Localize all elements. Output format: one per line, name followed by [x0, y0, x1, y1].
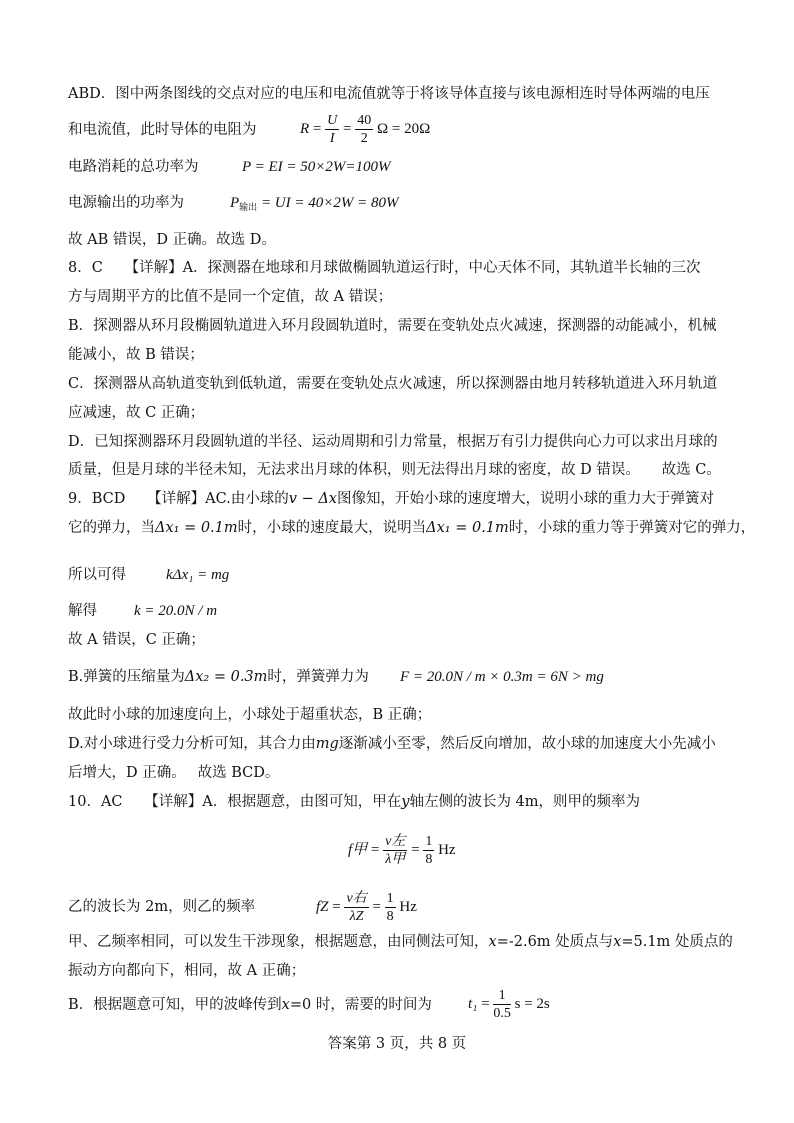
spring-force-equation: F = 20.0N / m × 0.3m = 6N > mg — [400, 669, 604, 685]
text-line: 能减小，故 B 错误； — [68, 347, 204, 363]
time-equation: t₁ = $\frac{1}{0.5}$ s = 2s — [468, 988, 550, 1021]
text-line: 电源输出的功率为 — [68, 195, 184, 211]
fraction: $\frac{40}{2}$ — [357, 113, 372, 146]
text-line: B.弹簧的压缩量为Δx₂ = 0.3m时，弹簧弹力为 — [68, 669, 369, 685]
text-line: 甲、乙频率相同，可以发生干涉现象，根据题意，由同侧法可知，x=-2.6m 处质点与x=5.1m 处质点的 — [68, 934, 733, 950]
text-line: 故 A 错误，C 正确； — [68, 632, 205, 648]
text-line: 故此时小球的加速度向上，小球处于超重状态，B 正确； — [68, 707, 432, 723]
output-power-equation: $P_{输出}$ = UI = 40×2W = 80W — [230, 195, 399, 212]
text-line: 乙的波长为 2m，则乙的频率 — [68, 899, 256, 915]
k-result: k = 20.0N / m — [134, 603, 218, 619]
spring-equation: kΔx₁ = mg — [166, 567, 230, 583]
text-line: C．探测器从高轨道变轨到低轨道，需要在变轨处点火减速，所以探测器由地月转移轨道进入环月轨道 — [68, 376, 718, 392]
text-line: 振动方向都向下，相同，故 A 正确； — [68, 963, 306, 979]
eq-symbol: R — [300, 120, 310, 137]
freq-jia-equation: f甲 = $\frac{\text{v左}}{\text{λ甲}}$ = $\frac{1}{8}$ Hz — [348, 834, 456, 867]
page-footer: 答案第 3 页，共 8 页 — [327, 1036, 467, 1052]
total-power-equation: P = EI = 50×2W=100W — [242, 159, 391, 175]
text-line: 应减速，故 C 正确； — [68, 405, 205, 421]
text-line: 方与周期平方的比值不是同一个定值，故 A 错误； — [68, 289, 393, 305]
text-line: 解得 — [68, 603, 97, 619]
eq-result: Ω = 20Ω — [376, 120, 431, 137]
text-line: D．已知探测器环月段圆轨道的半径、运动周期和引力常量，根据万有引力提供向心力可以求出月球的 — [68, 434, 718, 450]
text-line: 后增大，D 正确。 故选 BCD。 — [68, 765, 280, 781]
fraction: $\frac{U}{I}$ — [327, 113, 338, 146]
text-line: 电路消耗的总功率为 — [68, 159, 199, 175]
text-line: 8．C 【详解】A．探测器在地球和月球做椭圆轨道运行时，中心天体不同，其轨道半长轴的三次 — [68, 260, 701, 276]
text-line: B．探测器从环月段椭圆轨道进入环月段圆轨道时，需要在变轨处点火减速，探测器的动能减小，机械 — [68, 318, 717, 334]
text-line: 10．AC 【详解】A．根据题意，由图可知，甲在y轴左侧的波长为 4m，则甲的频率为 — [68, 794, 641, 810]
text-line: 9．BCD 【详解】AC.由小球的v − Δx图像知，开始小球的速度增大，说明小球的重力大于弹簧对 — [68, 491, 714, 507]
text-line: 所以可得 — [68, 567, 126, 583]
text-line: D.对小球进行受力分析可知，其合力由mg逐渐减小至零，然后反向增加，故小球的加速度大小先减小 — [68, 736, 716, 752]
text-line: B．根据题意可知，甲的波峰传到x=0 时，需要的时间为 — [68, 997, 432, 1013]
text-line: 质量，但是月球的半径未知，无法求出月球的体积，则无法得出月球的密度，故 D 错误。 故选 C。 — [68, 462, 721, 478]
freq-yi-equation: fZ = $\frac{\text{v右}}{\lambda Z}$ = $\frac{1}{8}$ Hz — [316, 891, 417, 924]
text-line: 和电流值，此时导体的电阻为 — [68, 122, 257, 138]
text-line: ABD．图中两条图线的交点对应的电压和电流值就等于将该导体直接与该电源相连时导体两端的电压 — [68, 86, 710, 102]
resistance-equation: R = $\frac{U}{I}$ = $\frac{40}{2}$ Ω = 20Ω — [300, 113, 431, 146]
text-line: 它的弹力，当Δx₁ = 0.1m时，小球的速度最大，说明当Δx₁ = 0.1m时，小球的重力等于弹簧对它的弹力， — [68, 520, 756, 536]
text-line: 故 AB 错误，D 正确。故选 D。 — [68, 232, 276, 248]
